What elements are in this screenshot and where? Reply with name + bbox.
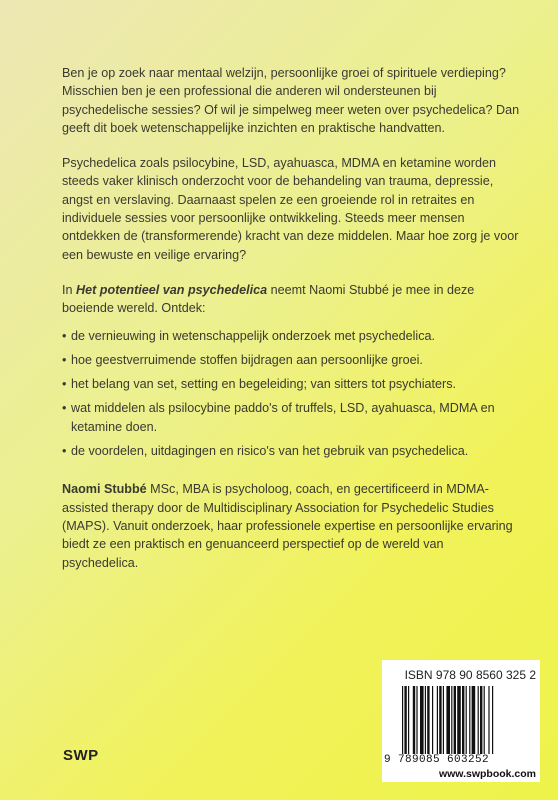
barcode-bar	[488, 686, 489, 754]
barcode-bar	[492, 686, 493, 754]
discover-suffix: neemt Naomi Stubbé je mee in deze boeiende wereld. Ontdek:	[62, 282, 475, 316]
discover-prefix: In	[62, 282, 77, 297]
author-name: Naomi Stubbé	[62, 482, 147, 497]
barcode-bar	[454, 686, 456, 754]
barcode-bar	[439, 686, 441, 754]
list-item: • de vernieuwing in wetenschappelijk onderzoek met psychedelica.	[62, 327, 522, 345]
barcode-bar	[402, 686, 403, 754]
book-title: Het potentieel van psychedelica	[76, 282, 268, 297]
author-bio	[62, 480, 522, 571]
barcode-bar	[427, 686, 429, 754]
back-cover-blurb	[62, 64, 522, 589]
barcode-bar	[466, 686, 467, 754]
barcode-bar	[480, 686, 482, 754]
barcode-bar	[416, 686, 417, 754]
barcode-image	[402, 686, 526, 754]
discover-paragraph	[62, 281, 522, 318]
author-bio-text: MSc, MBA is psycholoog, coach, en gecertificeerd in MDMA-assisted therapy door de Multidisciplinary Association for Psychedelic Studies (MAPS). Vanuit onderzoek, haar professionele expertise en persoonlijke ervaring biedt ze een praktisch en genuanceerd perspectief op de wereld van psychedelica.	[62, 482, 513, 570]
barcode-bar	[462, 686, 464, 754]
barcode-bar	[446, 686, 450, 754]
barcode-bar	[451, 686, 452, 754]
list-item: • hoe geestverruimende stoffen bijdragen aan persoonlijke groei.	[62, 351, 522, 369]
barcode-panel	[382, 660, 540, 782]
list-item: • het belang van set, setting en begeleiding; van sitters tot psychiaters.	[62, 375, 522, 393]
barcode-bar	[478, 686, 479, 754]
context-paragraph: Psychedelica zoals psilocybine, LSD, ayahuasca, MDMA en ketamine worden steeds vaker klinisch onderzocht voor de behandeling van trauma, depressie, angst en verslaving. Daarnaast spelen ze een groeiende rol in retraites en individuele sessies voor persoonlijke ontwikkeling. Steeds meer mensen ontdekken de (transformerende) kracht van deze middelen. Maar hoe zorg je voor een bewuste en veilige ervaring?	[62, 156, 519, 262]
barcode-bar	[437, 686, 438, 754]
discover-list	[62, 327, 522, 461]
barcode-bar	[408, 686, 409, 754]
list-item: • wat middelen als psilocybine paddo's of truffels, LSD, ayahuasca, MDMA en ketamine doen.	[62, 399, 522, 436]
barcode-bar	[413, 686, 415, 754]
barcode-bar	[484, 686, 485, 754]
intro-paragraph: Ben je op zoek naar mentaal welzijn, persoonlijke groei of spirituele verdieping? Misschien ben je een professional die anderen wil ondersteunen bij psychedelische sessies? Of wil je simpelweg meer weten over psychedelica? Dan geeft dit boek wetenschappelijke inzichten en praktische handvatten.	[62, 66, 520, 135]
list-item: • de voordelen, uitdagingen en risico's van het gebruik van psychedelica.	[62, 442, 522, 460]
barcode-bar	[425, 686, 426, 754]
barcode-bar	[469, 686, 470, 754]
isbn-label: ISBN 978 90 8560 325 2	[404, 668, 536, 682]
barcode-bar	[457, 686, 461, 754]
barcode-bar	[443, 686, 444, 754]
barcode-bar	[404, 686, 406, 754]
barcode-bar	[432, 686, 433, 754]
barcode-digits: 9 789085 603252	[384, 754, 490, 766]
barcode-bar	[420, 686, 424, 754]
publisher-logo: SWP	[63, 747, 99, 764]
barcode-bar	[472, 686, 476, 754]
publisher-url: www.swpbook.com	[438, 768, 536, 780]
